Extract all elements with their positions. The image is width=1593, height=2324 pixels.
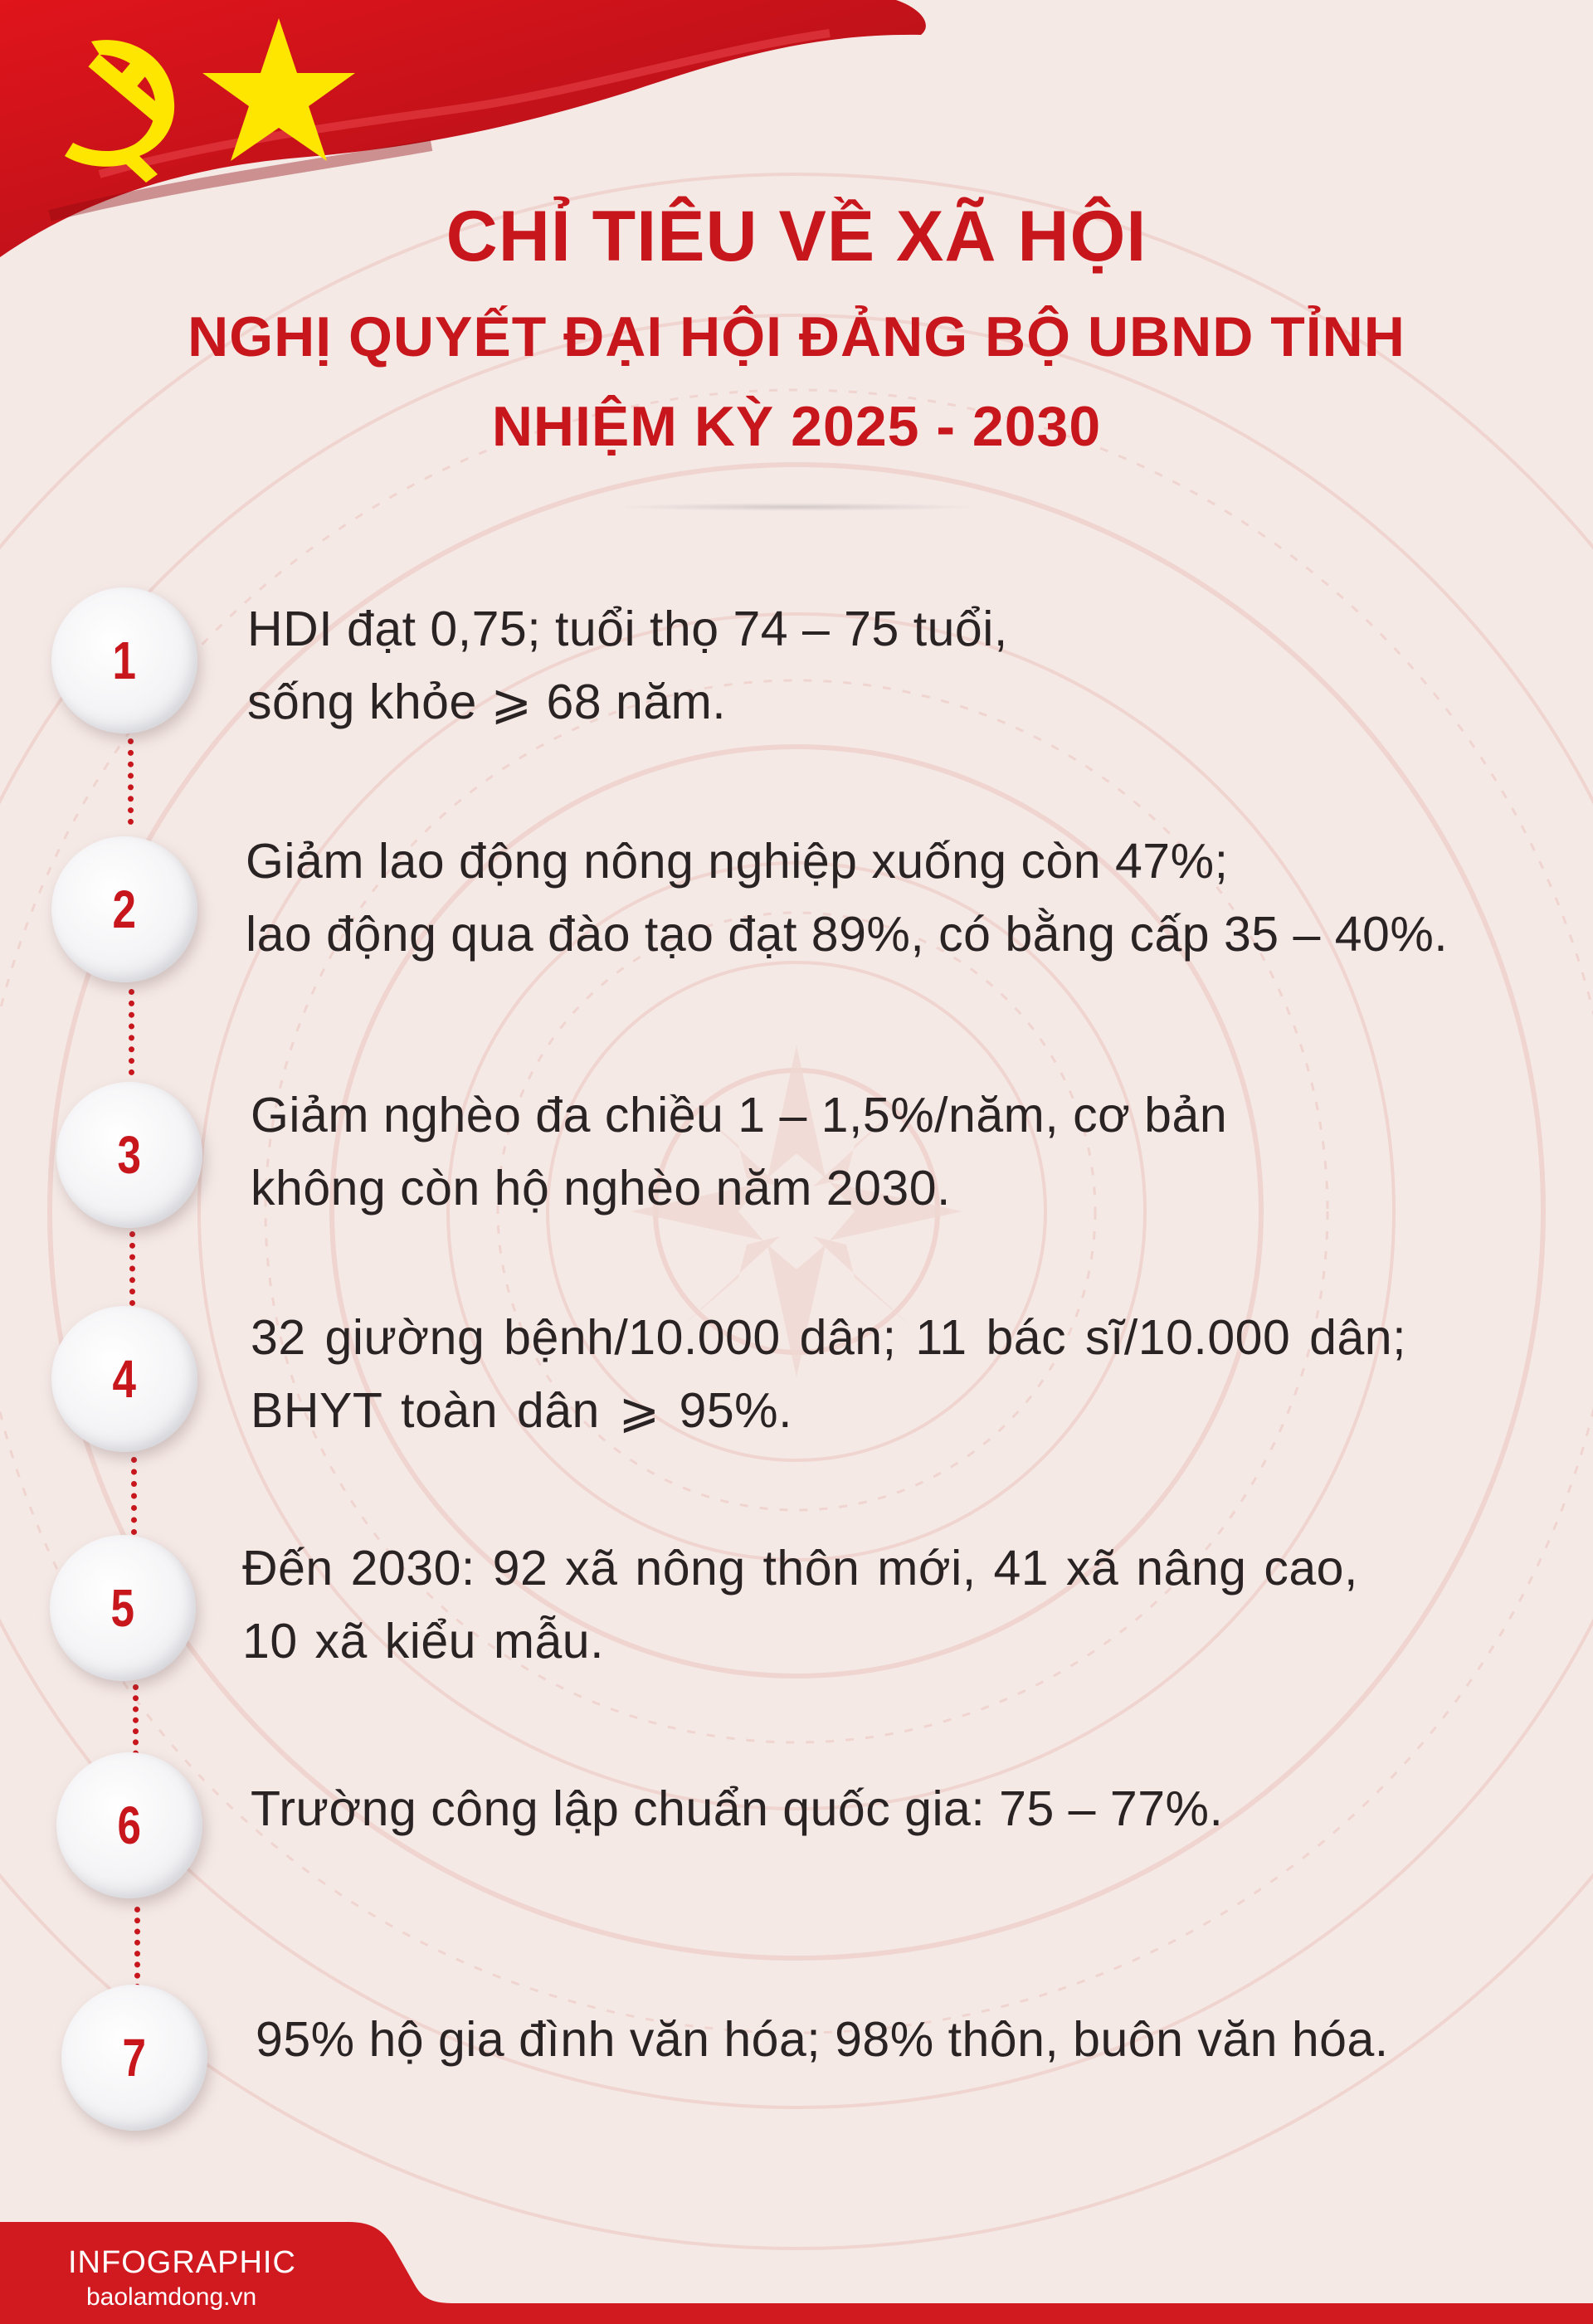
list-item	[242, 1532, 1358, 1678]
number-label: 5	[110, 1578, 135, 1638]
number-badge	[56, 1082, 202, 1228]
number-label: 7	[122, 2028, 147, 2088]
list-item-line1: 32 giường bệnh/10.000 dân; 11 bác sĩ/10.000 dân;	[251, 1310, 1406, 1365]
page-subtitle-line2: NHIỆM KỲ 2025 - 2030	[491, 395, 1102, 458]
list-item	[256, 2003, 1389, 2076]
list-item	[251, 1301, 1406, 1447]
number-label: 3	[117, 1125, 142, 1185]
page-title: CHỈ TIÊU VỀ XÃ HỘI	[446, 197, 1147, 276]
list-item-line1: Trường công lập chuẩn quốc gia: 75 – 77%.	[251, 1781, 1224, 1836]
connector-line	[134, 1907, 140, 1990]
list-item-line2: BHYT toàn dân ⩾ 95%.	[251, 1383, 793, 1438]
connector-line	[129, 1231, 135, 1306]
number-label: 6	[117, 1795, 142, 1855]
footer-site-link[interactable]: baolamdong.vn	[86, 2283, 257, 2311]
list-item-line2: không còn hộ nghèo năm 2030.	[251, 1161, 951, 1216]
number-badge	[50, 1535, 196, 1681]
footer-infographic-label: INFOGRAPHIC	[68, 2245, 296, 2280]
title-block	[0, 191, 1593, 471]
number-badge	[61, 1985, 207, 2131]
list-item-line2: sống khỏe ⩾ 68 năm.	[247, 675, 727, 729]
list-item	[247, 592, 1008, 738]
list-item-line1: Giảm nghèo đa chiều 1 – 1,5%/năm, cơ bản	[251, 1088, 1228, 1143]
number-label: 1	[112, 631, 137, 690]
list-item-line1: HDI đạt 0,75; tuổi thọ 74 – 75 tuổi,	[247, 602, 1008, 656]
list-item-line1: 95% hộ gia đình văn hóa; 98% thôn, buôn văn hóa.	[256, 2012, 1389, 2067]
title-divider	[614, 503, 979, 511]
list-item-line1: Đến 2030: 92 xã nông thôn mới, 41 xã nâng cao,	[242, 1541, 1358, 1596]
number-label: 4	[112, 1349, 137, 1409]
connector-line	[128, 738, 134, 825]
number-badge	[56, 1752, 202, 1898]
list-item	[251, 1079, 1227, 1225]
page-subtitle-line1: NGHỊ QUYẾT ĐẠI HỘI ĐẢNG BỘ UBND TỈNH	[188, 305, 1405, 368]
list-item-line1: Giảm lao động nông nghiệp xuống còn 47%;	[246, 834, 1229, 889]
number-label: 2	[112, 879, 137, 939]
number-badge	[51, 587, 197, 733]
list-item	[251, 1772, 1223, 1845]
number-badge	[51, 1306, 197, 1452]
connector-line	[131, 1457, 137, 1535]
list-item	[246, 825, 1448, 971]
connector-line	[129, 989, 134, 1075]
list-item-line2: lao động qua đào tạo đạt 89%, có bằng cấp 35 – 40%.	[246, 907, 1449, 962]
number-badge	[51, 836, 197, 982]
list-item-line2: 10 xã kiểu mẫu.	[242, 1614, 605, 1669]
